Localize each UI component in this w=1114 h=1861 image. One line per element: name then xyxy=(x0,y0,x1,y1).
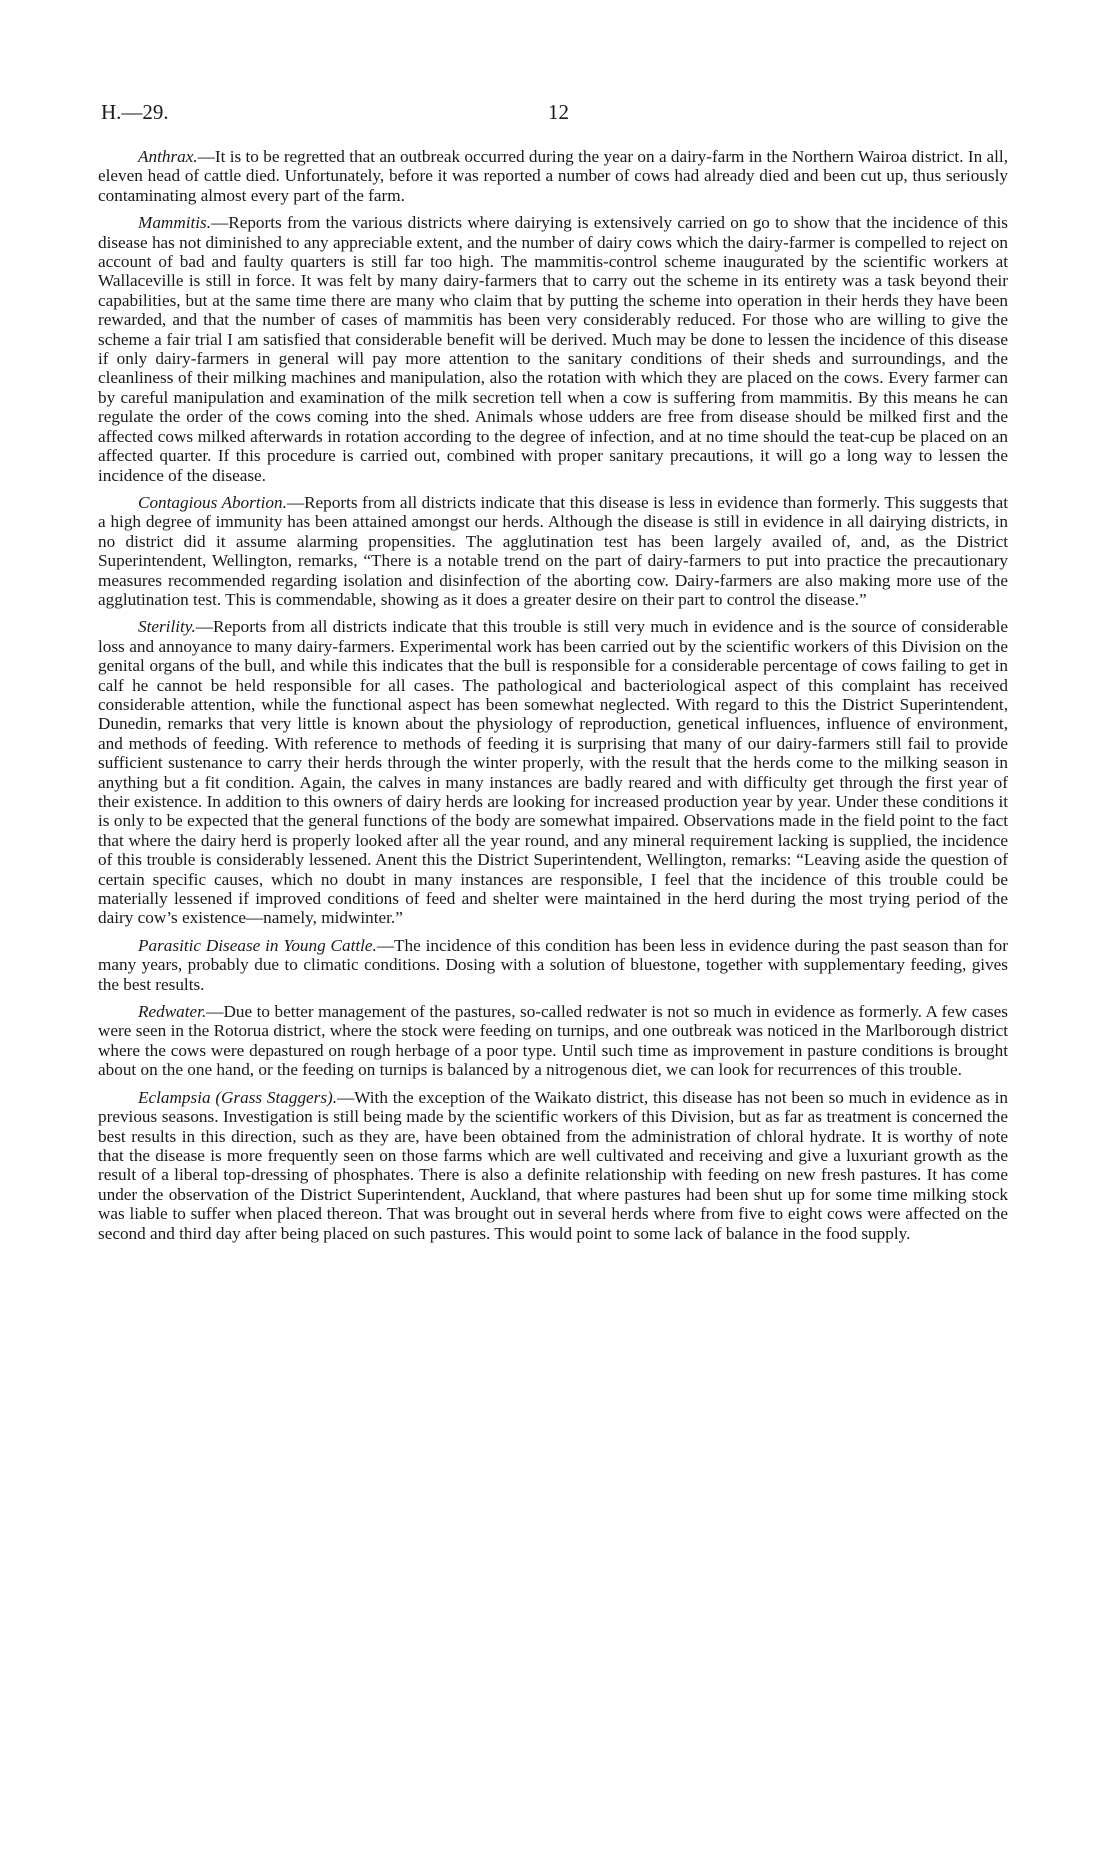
paragraph-redwater xyxy=(98,1002,1008,1080)
page-number: 12 xyxy=(548,100,569,124)
paragraph-text: —The incidence of this condition has been less in evidence during the past season than for many years, probably due to climatic conditions. Dosing with a solution of bluestone, together with supplementary feeding, gives the best results. xyxy=(98,935,1008,994)
paragraph-contagious-abortion xyxy=(98,493,1008,609)
paragraph-anthrax xyxy=(98,147,1008,205)
section-title: Anthrax. xyxy=(138,147,198,166)
document-reference: H.—29. xyxy=(101,100,169,124)
paragraph-parasitic-disease xyxy=(98,936,1008,994)
section-title: Parasitic Disease in Young Cattle. xyxy=(138,935,377,955)
paragraph-text: —Reports from all districts indicate that this trouble is still very much in evidence and is the source of considerable loss and annoyance to many dairy-farmers. Experimental work has been carried out by the scientific workers of this Division on the genital organs of the bull, and while this indicates that the bull is responsible for a considerable percentage of cows failing to get in calf he cannot be held responsible for all cases. The pathological and bacteriological aspect of this complaint has received considerable attention, while the functional aspect has been somewhat neglected. With regard to this the District Superintendent, Dunedin, remarks that very little is known about the physiology of reproduction, genetical influences, influence of environment, and methods of feeding. With reference to methods of feeding it is surprising that many of our dairy-farmers still fail to provide sufficient sustenance to carry their herds through the winter properly, with the result that the herds come to the milking season in anything but a fit condition. Again, the calves in many instances are badly reared and with difficulty get through the first year of their existence. In addition to this owners of dairy herds are looking for increased production year by year. Under these conditions it is only to be expected that the general functions of the body are somewhat impaired. Observations made in the field point to the fact that where the dairy herd is properly looked after all the year round, and any mineral requirement lacking is supplied, the incidence of this trouble is considerably lessened. Anent this the District Superintendent, Wellington, remarks: “Leaving aside the question of certain specific causes, which no doubt in many instances are responsible, I feel that the incidence of this trouble could be materially lessened if improved conditions of feed and shelter were maintained in the herd during the most trying period of the dairy cow’s existence—namely, midwinter.” xyxy=(98,617,1008,928)
section-title: Redwater. xyxy=(138,1002,207,1022)
paragraph-text: —Reports from all districts indicate that this disease is less in evidence than formerly. This suggests that a high degree of immunity has been attained amongst our herds. Although the disease is still in evidence in all dairying districts, in no district did it assume alarming propensities. The agglutination test has been largely availed of, and, as the District Superintendent, Wellington, remarks, “There is a notable trend on the part of dairy-farmers to put into practice the precautionary measures recommended regarding isolation and disinfection of the aborting cow. Dairy-farmers are also making more use of the agglutination test. This is commendable, showing as it does a greater desire on their part to control the disease.” xyxy=(98,492,1008,609)
section-title: Eclampsia (Grass Staggers). xyxy=(138,1087,338,1107)
paragraph-text: —Due to better management of the pastures, so-called redwater is not so much in evidence as formerly. A few cases were seen in the Rotorua district, where the stock were feeding on turnips, and one outbreak was noticed in the Marlborough district where the cows were depastured on rough herbage of a poor type. Until such time as improvement in pasture conditions is brought about on the one hand, or the feeding on turnips is balanced by a nitrogenous diet, we can look for recurrences of this trouble. xyxy=(98,1002,1008,1080)
paragraph-mammitis xyxy=(98,213,1008,485)
page-header xyxy=(101,100,1006,126)
section-title: Mammitis. xyxy=(138,213,212,233)
paragraph-eclampsia xyxy=(98,1088,1008,1243)
section-title: Sterility. xyxy=(138,617,196,637)
paragraph-text: —Reports from the various districts where dairying is extensively carried on go to show that the incidence of this disease has not diminished to any appreciable extent, and the number of dairy cows which the dairy-farmer is compelled to reject on account of bad and faulty quarters is still far too high. The mammitis-control scheme inaugurated by the scientific workers at Wallaceville is still in force. It was felt by many dairy-farmers that to carry out the scheme in its entirety was a task beyond their capabilities, but at the same time there are many who claim that by putting the scheme into operation in their herds they have been rewarded, and that the number of cases of mammitis has been very considerably reduced. For those who are willing to give the scheme a fair trial I am satisfied that considerable benefit will be derived. Much may be done to lessen the incidence of this disease if only dairy-farmers in general will pay more attention to the sanitary conditions of their sheds and surroundings, and the cleanliness of their milking machines and manipulation, also the rotation with which they are placed on the cows. Every farmer can by careful manipulation and examination of the milk secretion tell when a cow is suffering from mammitis. By this means he can regulate the order of the cows coming into the shed. Animals whose udders are free from disease should be milked first and the affected cows milked afterwards in rotation according to the degree of infection, and at no time should the teat-cup be placed on an affected quarter. If this procedure is carried out, combined with proper sanitary precautions, it will go a long way to lessen the incidence of the disease. xyxy=(98,213,1008,485)
paragraph-sterility xyxy=(98,617,1008,928)
section-title: Contagious Abortion. xyxy=(138,492,287,512)
document-body xyxy=(98,147,1008,1251)
paragraph-text: —With the exception of the Waikato district, this disease has not been so much in evidence as in previous seasons. Investigation is still being made by the scientific workers of this Division, but as far as treatment is concerned the best results in this direction, such as they are, have been obtained from the administration of chloral hydrate. It is worthy of note that the disease is more frequently seen on those farms which are well cultivated and receiving and give a luxuriant growth as the result of a liberal top-dressing of phosphates. There is also a definite relationship with feeding on new fresh pastures. It has come under the observation of the District Superintendent, Auckland, that where pastures had been shut up for some time milking stock was liable to suffer when placed thereon. That was brought out in several herds where from five to eight cows were affected on the second and third day after being placed on such pastures. This would point to some lack of balance in the food supply. xyxy=(98,1087,1008,1243)
paragraph-text: —It is to be regretted that an outbreak occurred during the year on a dairy-farm in the Northern Wairoa district. In all, eleven head of cattle died. Unfortunately, before it was reported a number of cows had already died and been cut up, thus seriously contaminating almost every part of the farm. xyxy=(98,147,1008,205)
